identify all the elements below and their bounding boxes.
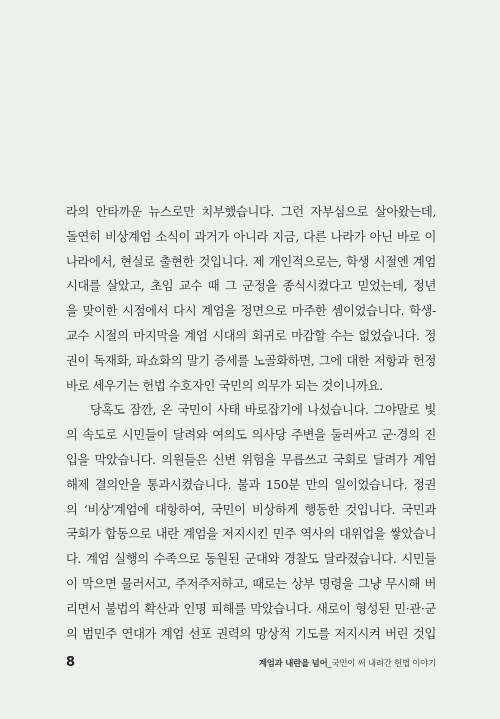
paragraph-2 [66, 398, 436, 646]
text-line: 의 ‘비상’계엄에 대항하여, 국민이 비상하게 행동한 것입니다. 국민과 [66, 502, 436, 517]
book-title: 계엄과 내란을 넘어 [258, 657, 328, 668]
text-line: 을 맞이한 시점에서 다시 계엄을 정면으로 마주한 셈이었습니다. 학생- [66, 304, 436, 319]
book-subtitle: _국민이 써 내려간 헌법 이야기 [327, 657, 436, 668]
text-line: 입을 막았습니다. 의원들은 신변 위험을 무릅쓰고 국회로 달려가 계엄 [66, 452, 436, 467]
text-line: 국회가 합동으로 내란 계엄을 저지시킨 민주 역사의 대위업을 쌓았습니 [66, 527, 436, 542]
text-line: 다. 계엄 실행의 수족으로 동원된 군대와 경찰도 달라졌습니다. 시민들 [66, 552, 436, 567]
text-line: 당혹도 잠깐, 온 국민이 사태 바로잡기에 나섰습니다. 그야말로 빛 [90, 403, 436, 418]
text-line: 권이 독재화, 파쇼화의 말기 증세를 노골화하면, 그에 대한 저항과 헌정 [66, 353, 436, 368]
text-line: 의 속도로 시민들이 달려와 여의도 의사당 주변을 둘러싸고 군·경의 진 [66, 428, 436, 443]
text-line: 해제 결의안을 통과시켰습니다. 불과 150분 만의 일이었습니다. 정권 [66, 477, 436, 492]
text-line: 이 막으면 물러서고, 주저주저하고, 때로는 상부 명령을 그냥 무시해 버 [66, 576, 436, 591]
text-line: 리면서 불법의 확산과 인명 피해를 막았습니다. 새로이 형성된 민·관·군 [66, 601, 436, 616]
text-line: 나라에서, 현실로 출현한 것입니다. 제 개인적으로는, 학생 시절엔 계엄 [66, 254, 436, 269]
text-line: 교수 시절의 마지막을 계엄 시대의 회귀로 마감할 수는 없었습니다. 정 [66, 328, 436, 343]
text-line: 시대를 살았고, 초임 교수 때 그 군정을 종식시켰다고 믿었는데, 정년 [66, 279, 436, 294]
text-line: 돌연히 비상계엄 소식이 과거가 아니라 지금, 다른 나라가 아닌 바로 이 [66, 229, 436, 244]
running-title [259, 657, 436, 669]
paragraph-1 [66, 200, 436, 398]
page-number: 8 [66, 655, 76, 670]
page-body [66, 200, 436, 646]
page-footer [66, 655, 436, 670]
text-line: 의 범민주 연대가 계엄 선포 권력의 망상적 기도를 저지시켜 버린 것입 [66, 626, 436, 641]
text-line: 바로 세우기는 헌법 수호자인 국민의 의무가 되는 것이니까요. [66, 378, 383, 393]
text-line: 라의 안타까운 뉴스로만 치부했습니다. 그런 자부심으로 살아왔는데, [66, 205, 436, 219]
